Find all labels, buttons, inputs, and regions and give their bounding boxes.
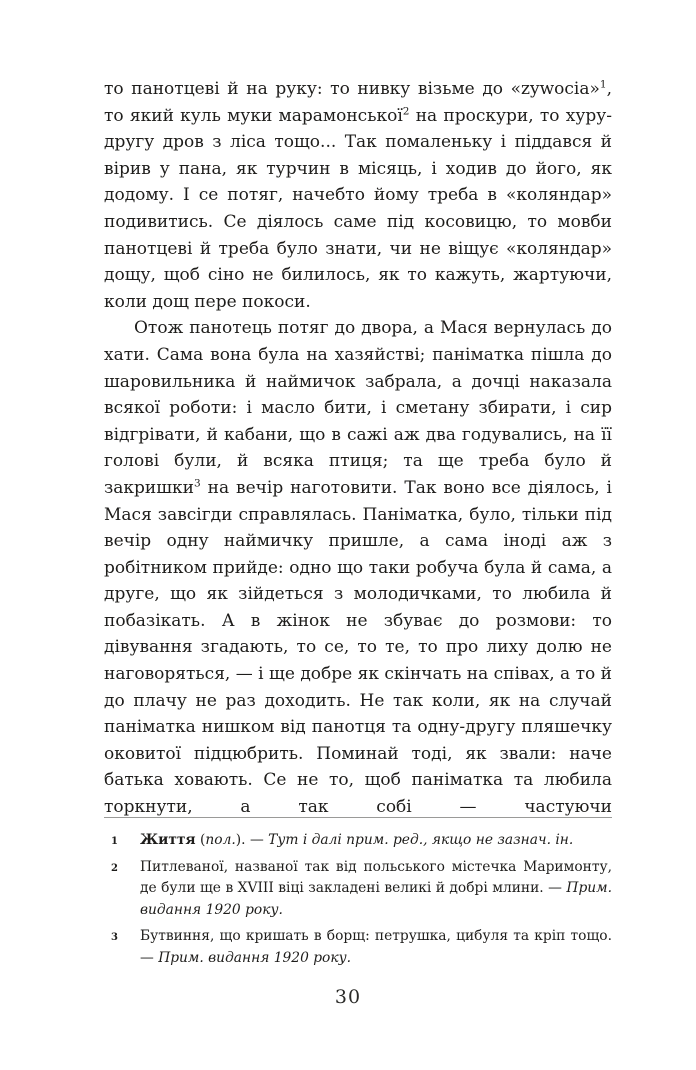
- footnote-reference: 3: [194, 477, 201, 490]
- text-segment: (: [195, 832, 206, 848]
- text-segment: Прим. видання 1920 року.: [140, 880, 612, 918]
- text-segment: на вечір наготовити. Так воно все діялось, і Мася завсігди справлялась. Паніматка, було, тільки під вечір одну наймичку пришле, а сама іноді аж з робітником прийде: одно що таки робуча була й сама, а друге, що як зійдеться з молодичками, то любила й побазікать. А в жінок не збуває до розмови: то дівування згадають, то се, то те, то про лиху долю не наговоряться, — і ще добре як скінчать на співах, а то й до плачу не раз доходить. Не так коли, як на случай паніматка нишком від панотця та одну-другу пляшечку оковитої підцюбрить. Поминай тоді, як звали: наче батька ховають. Се не то, щоб паніматка та любила торкнути, а так собі — частуючи: [104, 477, 612, 818]
- paragraph: [104, 315, 612, 820]
- footnote: [104, 857, 612, 922]
- page-number: 30: [334, 986, 362, 1008]
- footnote-marker: 1: [111, 836, 118, 847]
- text-segment: то панотцеві й на руку: то нивку візьме до «zywocia»: [104, 79, 600, 99]
- text-segment: Тут і далі прим. ред., якщо не зазнач. ін.: [268, 832, 574, 848]
- main-text: [104, 76, 612, 821]
- text-segment: Бутвиння, що кришать в борщ: петрушка, цибуля та кріп тощо. —: [140, 928, 612, 966]
- footnote-marker: 2: [111, 862, 118, 874]
- footnote-separator: [104, 817, 612, 818]
- text-segment: Питлеваної, названої так від польського містечка Маримонту, де були ще в XVIII віці закладені великі й добрі млини. —: [140, 858, 612, 897]
- footnote-marker: 3: [111, 932, 118, 944]
- footnotes-list: [104, 830, 612, 975]
- text-segment: Отож панотець потяг до двора, а Мася вернулась до хати. Сама вона була на хазяйстві; паніматка пішла до шаровильника й наймичок забрала, а дочці наказала всякої роботи: і масло бити, і сметану збирати, і сир відгрівати, й кабани, що в сажі аж два годувались, на її голові були, й всяка птиця; та ще треба було й закришки: [104, 318, 612, 498]
- text-segment: ). —: [235, 832, 269, 848]
- text-segment: пол.: [205, 832, 236, 848]
- footnote-text: [140, 928, 612, 966]
- footnote: [104, 926, 612, 969]
- footnote-text: [140, 859, 612, 918]
- text-segment: Прим. видання 1920 року.: [158, 949, 351, 966]
- paragraph: [104, 76, 612, 315]
- footnote: [104, 830, 612, 852]
- footnote-text: [140, 832, 573, 848]
- text-segment: на проскури, то хуру-другу дров з ліса тощо... Так помаленьку і піддався й вірив у пана, як турчин в місяць, і ходив до його, як додому. І се потяг, начебто йому треба в «коляндар» подивитись. Се діялось саме під косовицю, то мовби панотцеві й треба було знати, чи не віщує «коляндар» дощу, щоб сіно не билилось, як то кажуть, жартуючи, коли дощ пере покоси.: [104, 105, 612, 312]
- text-segment: , то який куль муки марамонської: [104, 79, 612, 126]
- footnote-reference: 1: [599, 78, 607, 91]
- text-segment: Життя: [140, 832, 196, 848]
- footnote-reference: 2: [402, 104, 410, 117]
